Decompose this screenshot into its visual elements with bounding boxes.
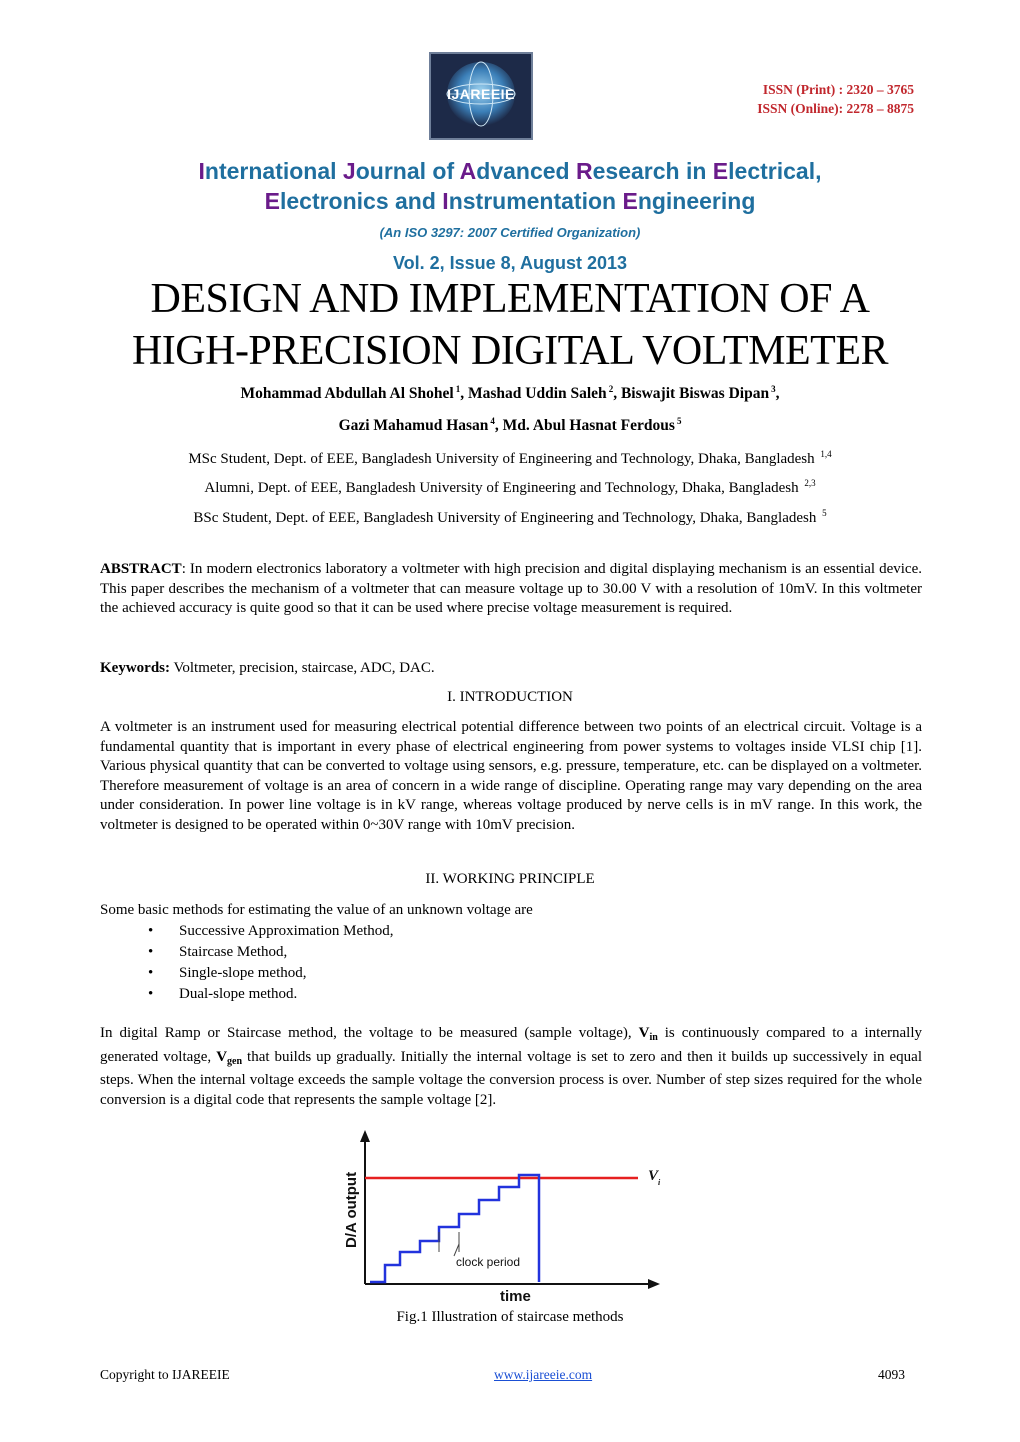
- logo-text: IJAREEIE: [447, 86, 515, 102]
- list-item: • Successive Approximation Method,: [148, 921, 394, 942]
- staircase-diagram: [340, 1128, 680, 1310]
- staircase-figure: [340, 1128, 680, 1310]
- issn-online: ISSN (Online): 2278 – 8875: [757, 101, 914, 116]
- keywords: [100, 659, 922, 679]
- journal-logo: [429, 52, 533, 140]
- volume-issue: Vol. 2, Issue 8, August 2013: [392, 253, 628, 273]
- journal-title-line1: International Journal of Advanced Research in Electrical,: [198, 158, 822, 184]
- iso-certification: (An ISO 3297: 2007 Certified Organization): [379, 225, 641, 240]
- author-name: Biswajit Biswas Dipan: [620, 385, 770, 402]
- section-heading-introduction: I. INTRODUCTION: [447, 689, 573, 705]
- page-number: 4093: [878, 1367, 905, 1382]
- abstract-label: ABSTRACT: [100, 561, 182, 577]
- abstract-text: : In modern electronics laboratory a voltmeter with high precision and digital displaying mechanism is an essential device. This paper describes the mechanism of a voltmeter that can measure voltage up to 30.00 V with a resolution of 10mV. In this voltmeter the achieved accuracy is quite good so that it can be used where precise voltage measurement is required.: [100, 561, 922, 616]
- author-line1: Mohammad Abdullah Al Shohel $^1$, Mashad Uddin Saleh $^2$, Biswajit Biswas Dipan $^3$,: [240, 384, 780, 402]
- abstract: [100, 560, 922, 619]
- issn-block: [700, 80, 914, 118]
- paper-title-line2: HIGH-PRECISION DIGITAL VOLTMETER: [131, 328, 889, 374]
- footer-website-link[interactable]: www.ijareeie.com: [494, 1367, 593, 1382]
- x-axis-label: time: [500, 1288, 531, 1305]
- author-name: Mohammad Abdullah Al Shohel: [240, 385, 454, 402]
- working-principle-intro: Some basic methods for estimating the value of an unknown voltage are: [100, 902, 533, 918]
- author-line2: Gazi Mahamud Hasan $^4$, Md. Abul Hasnat Ferdous $^5$: [338, 416, 682, 434]
- paper-title-line1: DESIGN AND IMPLEMENTATION OF A: [150, 276, 870, 322]
- x-axis-arrow: [648, 1279, 660, 1289]
- figure-caption: Fig.1 Illustration of staircase methods: [396, 1309, 624, 1325]
- methods-list: [148, 921, 394, 1005]
- footer-copyright: Copyright to IJAREEIE: [100, 1367, 230, 1382]
- author-name: Mashad Uddin Saleh: [467, 385, 607, 402]
- affiliation: BSc Student, Dept. of EEE, Bangladesh University of Engineering and Technology, Dhaka, Bangladesh $^5$: [193, 508, 827, 526]
- affiliation: Alumni, Dept. of EEE, Bangladesh University of Engineering and Technology, Dhaka, Bangladesh $^{2,3}$: [204, 478, 816, 496]
- list-item: • Dual-slope method.: [148, 984, 394, 1005]
- journal-title-line2: Electronics and Instrumentation Engineering: [264, 188, 756, 214]
- author-name: Md. Abul Hasnat Ferdous: [502, 417, 675, 434]
- vin-label: $V_i$: [648, 1168, 661, 1187]
- staircase-paragraph: In digital Ramp or Staircase method, the voltage to be measured (sample voltage), $V_{in}$ is continuously compared to a internally generated voltage, $V_{gen}$ that builds up gradually. Initially the internal voltage is set to zero and then it builds up successively in equal steps. When the internal voltage exceeds the sample voltage the conversion process is over. Number of step sizes required for the whole conversion is a digital code that represents the sample voltage [2].: [100, 1025, 922, 1108]
- keywords-text: Voltmeter, precision, staircase, ADC, DAC.: [170, 660, 435, 676]
- y-axis-arrow: [360, 1130, 370, 1142]
- author-name: Gazi Mahamud Hasan: [338, 417, 489, 434]
- introduction-text: A voltmeter is an instrument used for measuring electrical potential difference between two points of an electrical circuit. Voltage is a fundamental quantity that is important in every phase of electrical engineering from power systems to voltages inside VLSI chip [1]. Various physical quantity that can be converted to voltage using sensors, e.g. pressure, temperature, etc. can be displayed on a voltmeter. Therefore measurement of voltage is an area of concern in a wide range of discipline. Operating range may vary depending on the area under consideration. In power line voltage is in kV range, whereas voltage produced by nerve cells is in mV range. In this work, the voltmeter is designed to be operated within 0~30V range with 10mV precision.: [100, 719, 922, 833]
- affiliation: MSc Student, Dept. of EEE, Bangladesh University of Engineering and Technology, Dhaka, Bangladesh $^{1,4}$: [188, 449, 832, 467]
- list-item: • Staircase Method,: [148, 942, 394, 963]
- list-item: • Single-slope method,: [148, 963, 394, 984]
- issn-print: ISSN (Print) : 2320 – 3765: [762, 82, 914, 97]
- section-heading-working-principle: II. WORKING PRINCIPLE: [425, 871, 595, 887]
- clock-period-label: clock period: [456, 1255, 521, 1269]
- keywords-label: Keywords:: [100, 660, 170, 676]
- y-axis-label: D/A output: [343, 1171, 360, 1248]
